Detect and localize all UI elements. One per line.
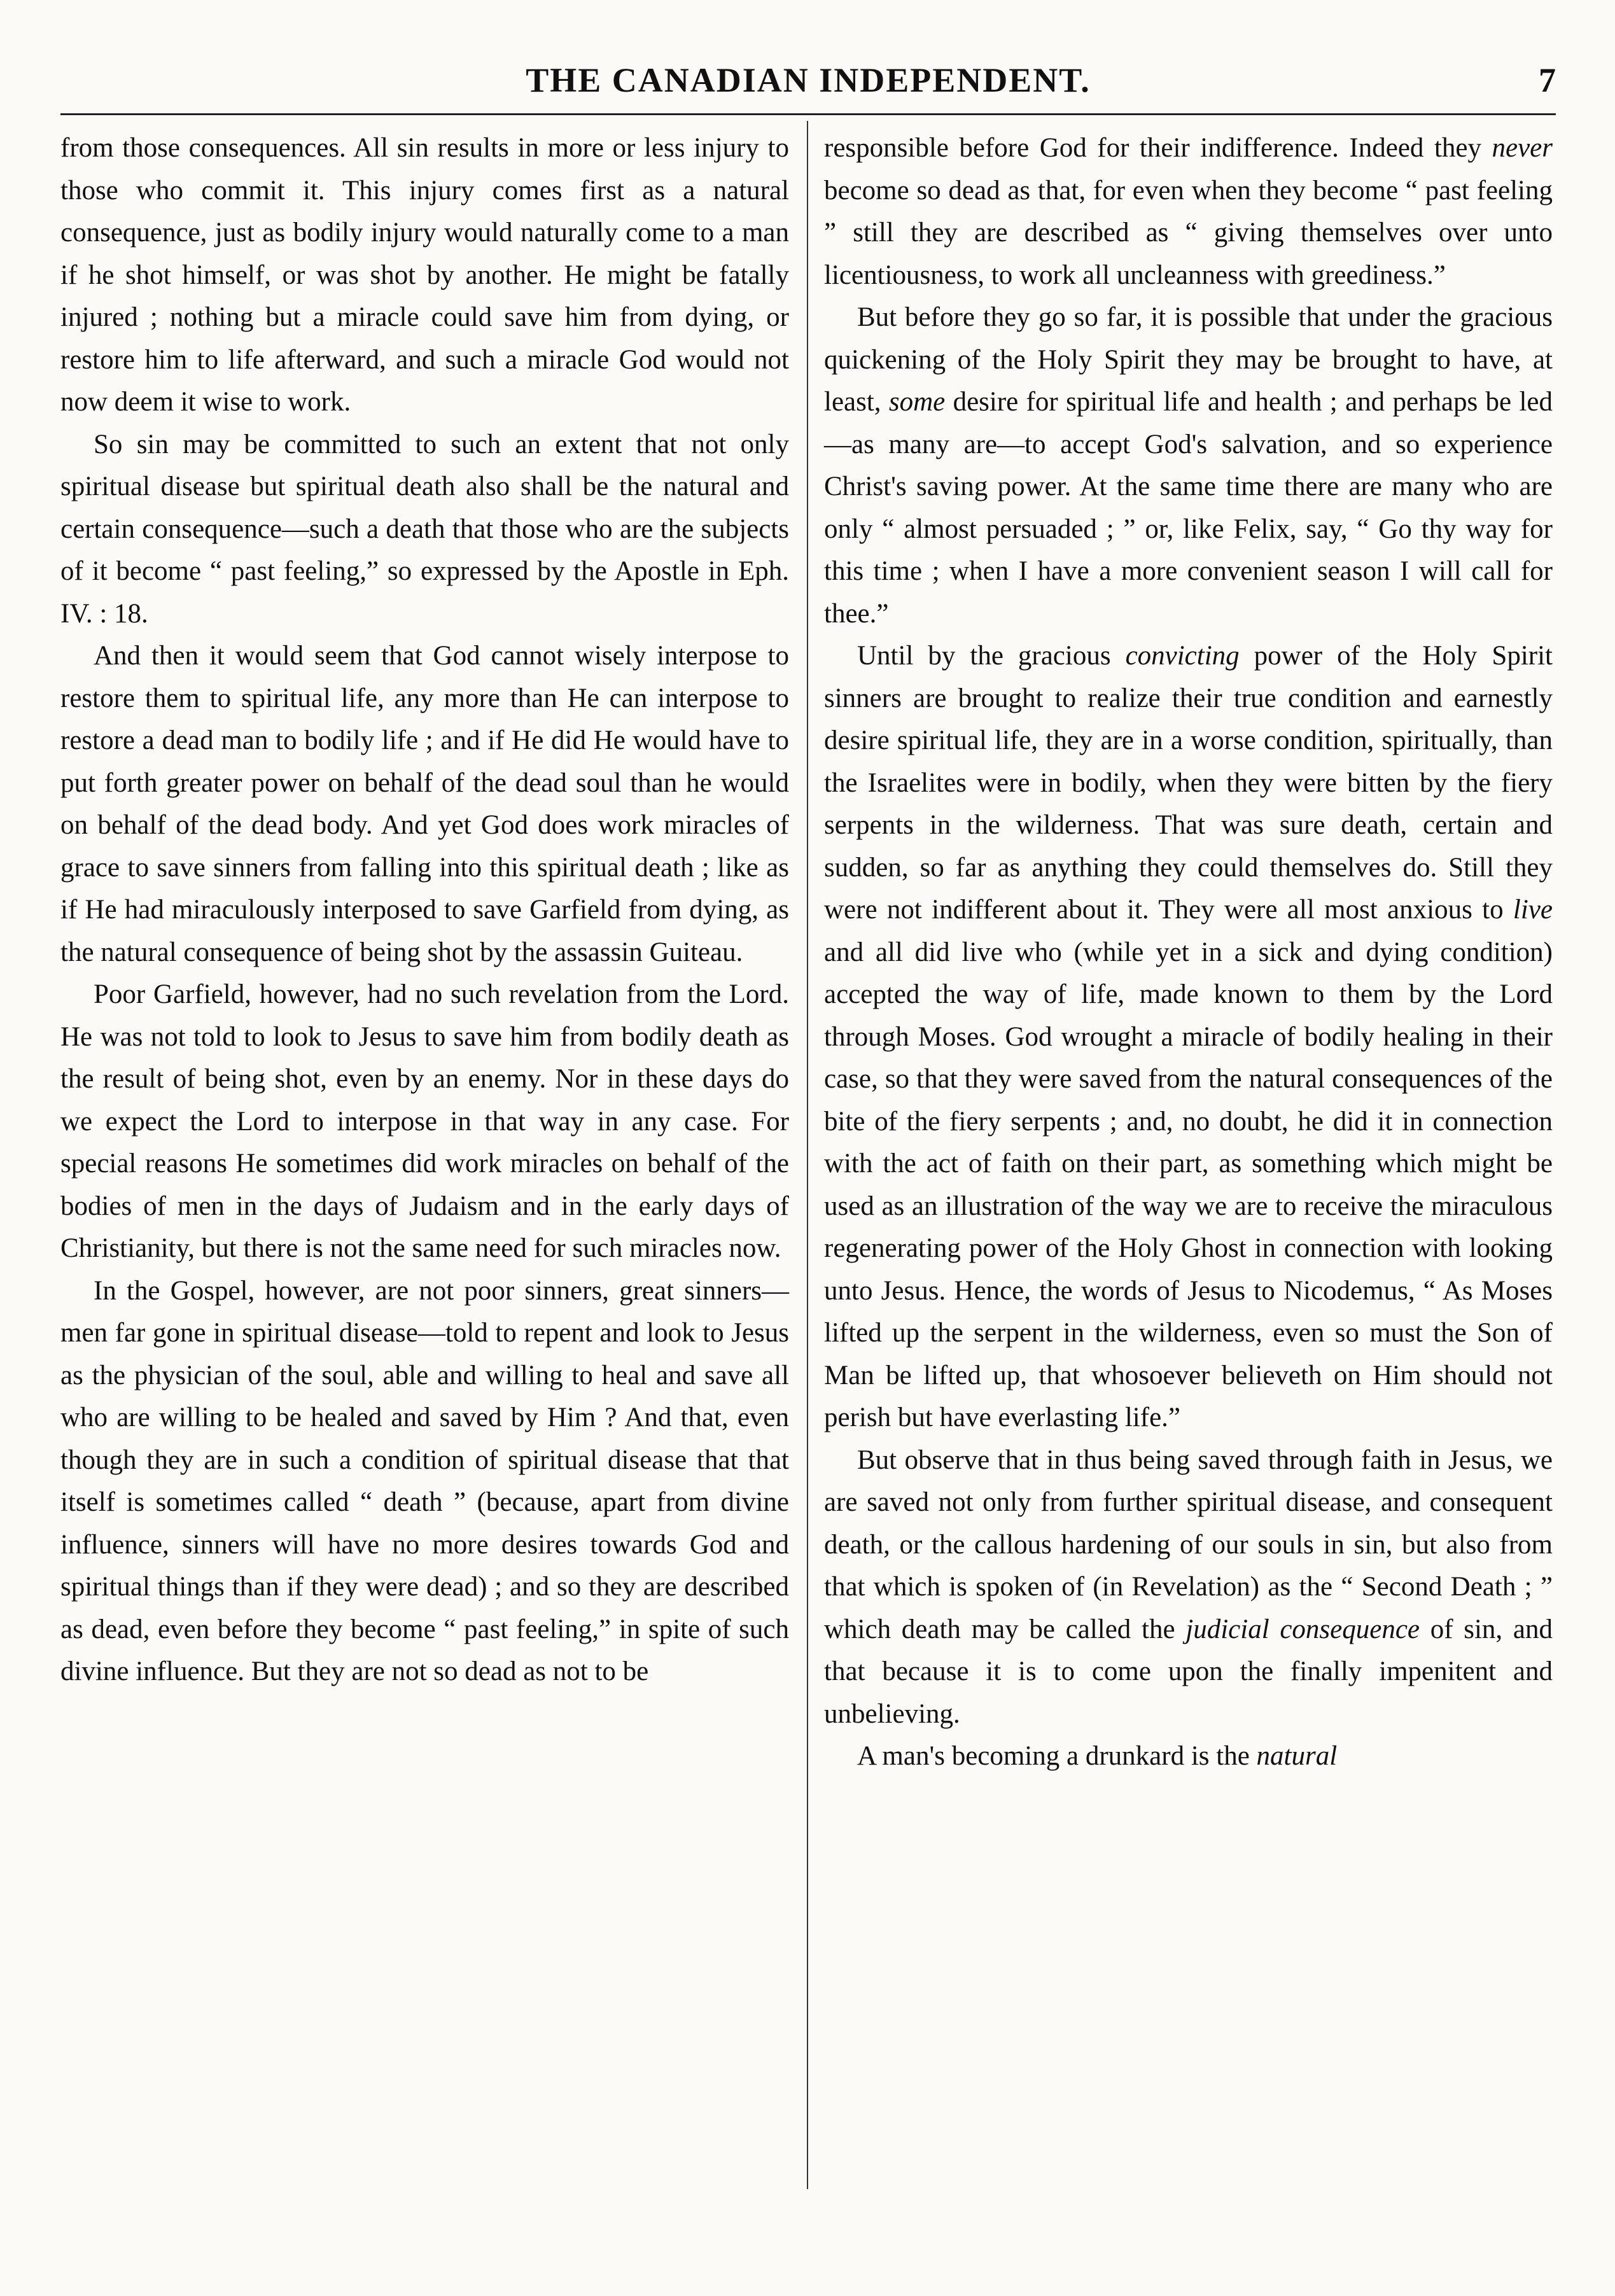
right-column <box>824 127 1553 1778</box>
text-run: A man's becoming a drunkard is the <box>857 1741 1257 1771</box>
left-column <box>60 127 789 1693</box>
header-rule <box>60 113 1556 115</box>
text-run: But before they go so far, it is possible that under the gracious quickening of the Holy Spirit they may be brought to have, at least, <box>824 302 1553 417</box>
page-header <box>60 60 1556 118</box>
emphasis: live <box>1513 895 1553 925</box>
text-run: responsible before God for their indifference. Indeed they <box>824 133 1492 163</box>
paragraph: In the Gospel, however, are not poor sinners, great sinners—men far gone in spiritual disease—told to repent and look to Jesus as the physician of the soul, able and willing to heal and save all who are willing to be healed and saved by Him ? And that, even though they are in such a condition of spiritual disease that that itself is sometimes called “ death ” (because, apart from divine influence, sinners will have no more desires towards God and spiritual things than if they were dead) ; and so they are described as dead, even before they become “ past feeling,” in spite of such divine influence. But they are not so dead as not to be <box>60 1275 789 1686</box>
text-run: become so dead as that, for even when they become “ past feeling ” still they are described as “ giving themselves over unto licentiousness, to work all uncleanness with greediness.” <box>824 175 1553 290</box>
paragraph: And then it would seem that God cannot wisely interpose to restore them to spiritual life, any more than He can interpose to restore a dead man to bodily life ; and if He did He would have to put forth greater power on behalf of the dead soul than he would on behalf of the dead body. And yet God does work miracles of grace to save sinners from falling into this spiritual death ; like as if He had miraculously interposed to save Garfield from dying, as the natural consequence of being shot by the assassin Guiteau. <box>60 641 789 967</box>
text-run: But observe that in thus being saved through faith in Jesus, we are saved not only from further spiritual disease, and consequent death, or the callous hardening of our souls in sin, but also from that which is spoken of (in Revelation) as the “ Second Death ; ” which death may be called the <box>824 1445 1553 1644</box>
paragraph: So sin may be committed to such an extent that not only spiritual disease but spiritual death also shall be the natural and certain consequence—such a death that those who are the subjects of it become “ past feeling,” so expressed by the Apostle in Eph. IV. : 18. <box>60 429 789 629</box>
paragraph <box>824 297 1553 635</box>
column-divider <box>807 121 808 2189</box>
paragraph: from those consequences. All sin results in more or less injury to those who commit it. This injury comes first as a natural consequence, just as bodily injury would naturally come to a man if he shot himself, or was shot by another. He might be fatally injured ; nothing but a miracle could save him from dying, or restore him to life afterward, and such a miracle God would not now deem it wise to work. <box>60 133 789 417</box>
text-run: of sin, and that because it is to come upon the finally impenitent and unbelieving. <box>824 1614 1553 1729</box>
page-number: 7 <box>1539 61 1556 99</box>
emphasis: convicting <box>1125 641 1240 671</box>
text-run: and all did live who (while yet in a sick and dying condition) accepted the way of life, made known to them by the Lord through Moses. God wrought a miracle of bodily healing in their case, so that they were saved from the natural consequences of the bite of the fiery serpents ; and, no doubt, he did it in connection with the act of faith on their part, as something which might be used as an illustration of the way we are to receive the miraculous regenerating power of the Holy Ghost in connection with looking unto Jesus. Hence, the words of Jesus to Nicodemus, “ As Moses lifted up the serpent in the wilderness, even so must the Son of Man be lifted up, that whosoever believeth on Him should not perish but have everlasting life.” <box>824 937 1553 1432</box>
text-run: power of the Holy Spirit sinners are brought to realize their true condition and earnestly desire spiritual life, they are in a worse condition, spiritually, than the Israelites were in bodily, when they were bitten by the fiery serpents in the wilderness. That was sure death, certain and sudden, so far as anything they could themselves do. Still they were not indifferent about it. They were all most anxious to <box>824 641 1553 925</box>
text-run: desire for spiritual life and health ; and perhaps be led —as many are—to accept God's salvation, and so experience Christ's saving power. At the same time there are many who are only “ almost persuaded ; ” or, like Felix, say, “ Go thy way for this time ; when I have a more convenient season I will call for thee.” <box>824 387 1553 629</box>
paragraph: Poor Garfield, however, had no such revelation from the Lord. He was not told to look to Jesus to save him from bodily death as the result of being shot, even by an enemy. Nor in these days do we expect the Lord to interpose in that way in any case. For special reasons He sometimes did work miracles on behalf of the bodies of men in the days of Judaism and in the early days of Christianity, but there is not the same need for such miracles now. <box>60 979 789 1263</box>
paragraph <box>824 1735 1553 1778</box>
emphasis: natural <box>1256 1741 1338 1771</box>
emphasis: judicial consequence <box>1185 1614 1420 1644</box>
text-run: Until by the gracious <box>857 641 1126 671</box>
publication-title: THE CANADIAN INDEPENDENT. <box>526 61 1091 99</box>
paragraph <box>824 127 1553 297</box>
emphasis: some <box>888 387 946 417</box>
paragraph <box>824 635 1553 1439</box>
paragraph <box>824 1439 1553 1736</box>
emphasis: never <box>1492 133 1553 163</box>
